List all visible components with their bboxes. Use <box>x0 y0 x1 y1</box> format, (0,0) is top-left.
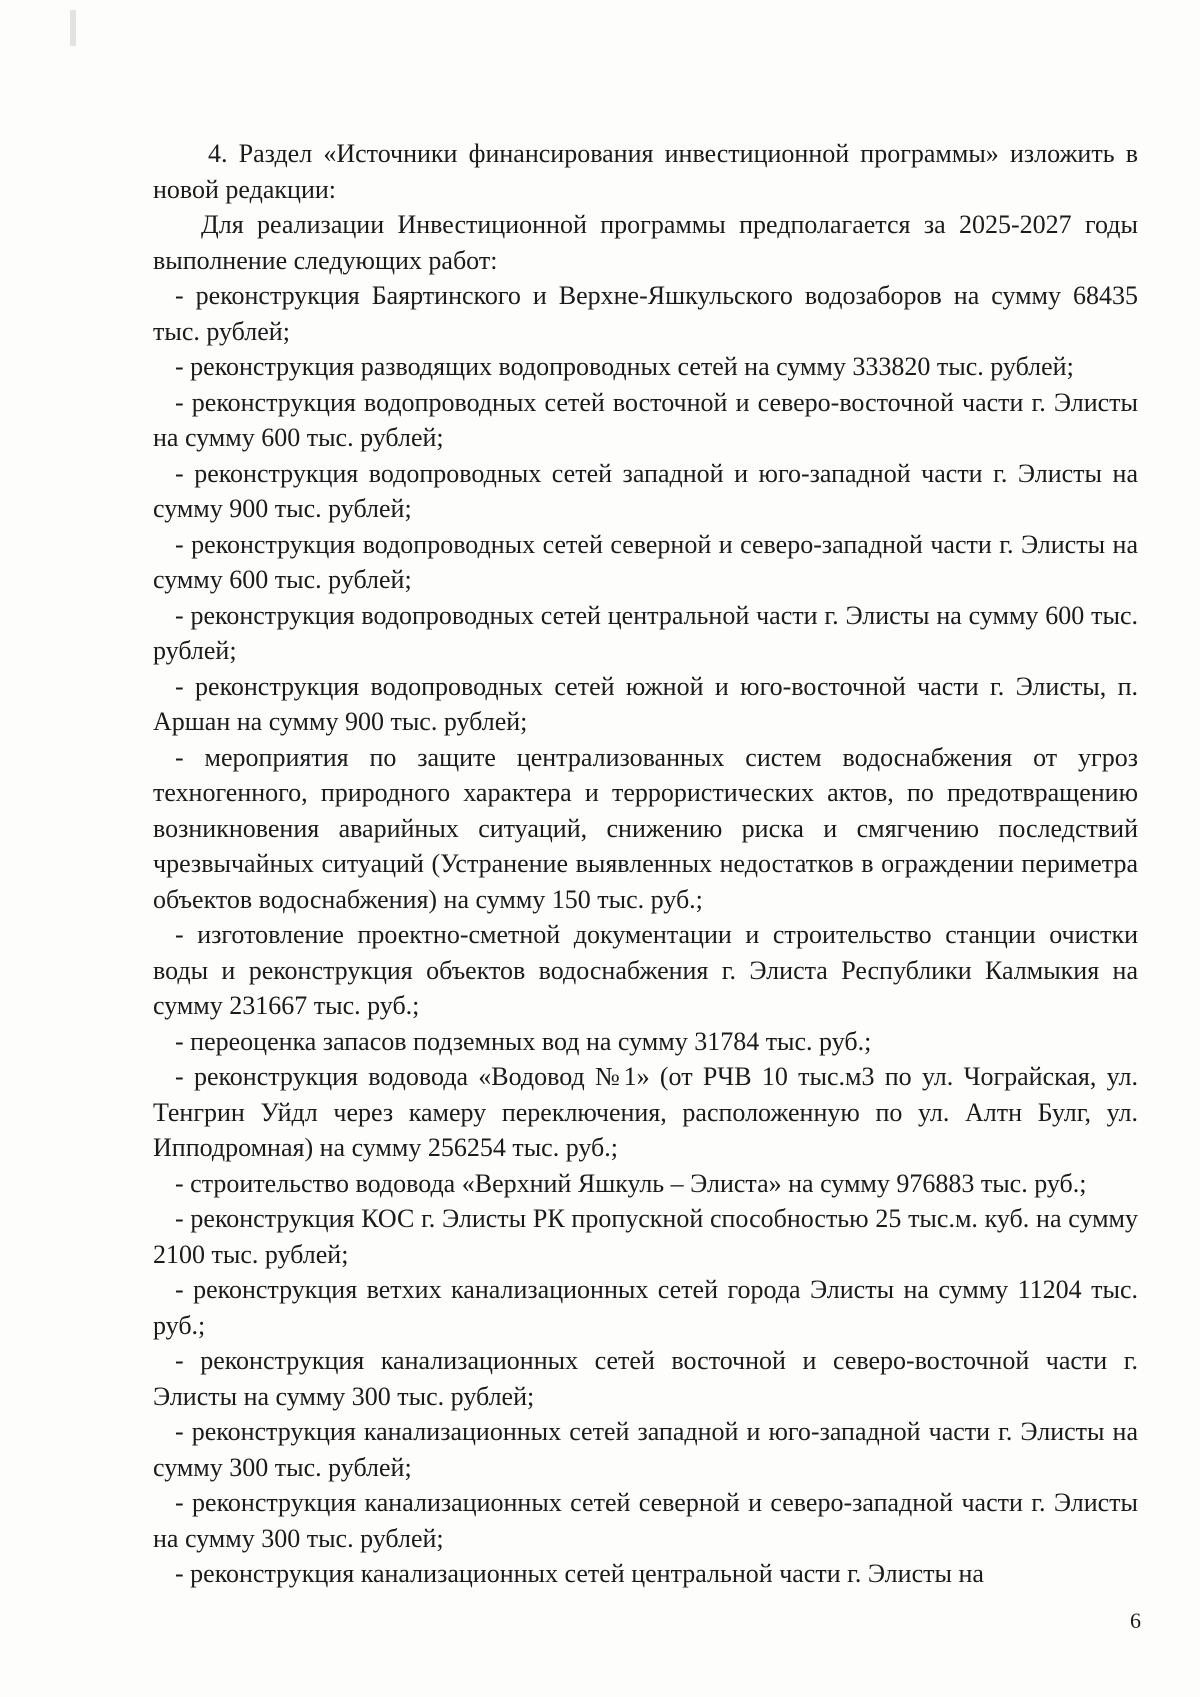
section-heading: 4. Раздел «Источники финансирования инвестиционной программы» изложить в новой редакции: <box>153 139 1138 204</box>
work-item: - переоценка запасов подземных вод на сумму 31784 тыс. руб.; <box>175 1026 872 1056</box>
work-item: - реконструкция водовода «Водовод №1» (от РЧВ 10 тыс.м3 по ул. Чограйская, ул. Тенгрин Уйдл через камеру переключения, расположенную по ул. Алтн Булг, ул. Ипподромная) на сумму 256254 тыс. руб.; <box>153 1062 1138 1162</box>
work-item: - реконструкция КОС г. Элисты РК пропускной способностью 25 тыс.м. куб. на сумму 2100 тыс. рублей; <box>153 1204 1138 1269</box>
work-item: - реконструкция водопроводных сетей южной и юго-восточной части г. Элисты, п. Аршан на сумму 900 тыс. рублей; <box>153 671 1138 736</box>
work-item: - реконструкция Баяртинского и Верхне-Яшкульского водозаборов на сумму 68435 тыс. рублей; <box>153 281 1138 346</box>
intro-paragraph: Для реализации Инвестиционной программы предполагается за 2025-2027 годы выполнение следующих работ: <box>153 210 1138 275</box>
work-item: - реконструкция разводящих водопроводных сетей на сумму 333820 тыс. рублей; <box>175 352 1074 381</box>
work-item: - строительство водовода «Верхний Яшкуль – Элиста» на сумму 976883 тыс. руб.; <box>175 1168 1087 1198</box>
work-item: - мероприятия по защите централизованных систем водоснабжения от угроз техногенного, природного характера и террористических актов, по предотвращению возникновения аварийных ситуаций, снижению риска и смягчению последствий чрезвычайных ситуаций (Устранение выявленных недостатков в ограждении периметра объектов водоснабжения) на сумму 150 тыс. руб.; <box>153 742 1138 914</box>
work-item: - реконструкция водопроводных сетей восточной и северо-восточной части г. Элисты на сумму 600 тыс. рублей; <box>153 387 1138 452</box>
document-body <box>153 136 1138 1592</box>
work-item: - реконструкция канализационных сетей северной и северо-западной части г. Элисты на сумму 300 тыс. рублей; <box>153 1488 1138 1553</box>
work-item: - реконструкция водопроводных сетей западной и юго-западной части г. Элисты на сумму 900 тыс. рублей; <box>153 458 1138 523</box>
work-item: - реконструкция водопроводных сетей центральной части г. Элисты на сумму 600 тыс. рублей; <box>153 600 1138 665</box>
page-number: 6 <box>1130 1608 1141 1633</box>
work-item: - реконструкция водопроводных сетей северной и северо-западной части г. Элисты на сумму 600 тыс. рублей; <box>153 529 1138 594</box>
scan-artifact <box>70 10 76 46</box>
work-item: - изготовление проектно-сметной документации и строительство станции очистки воды и реконструкция объектов водоснабжения г. Элиста Республики Калмыкия на сумму 231667 тыс. руб.; <box>153 920 1138 1020</box>
work-item: - реконструкция канализационных сетей западной и юго-западной части г. Элисты на сумму 300 тыс. рублей; <box>153 1417 1138 1482</box>
work-item: - реконструкция канализационных сетей восточной и северо-восточной части г. Элисты на сумму 300 тыс. рублей; <box>153 1346 1138 1411</box>
work-item: - реконструкция канализационных сетей центральной части г. Элисты на <box>175 1559 984 1588</box>
work-item: - реконструкция ветхих канализационных сетей города Элисты на сумму 11204 тыс. руб.; <box>153 1275 1138 1340</box>
